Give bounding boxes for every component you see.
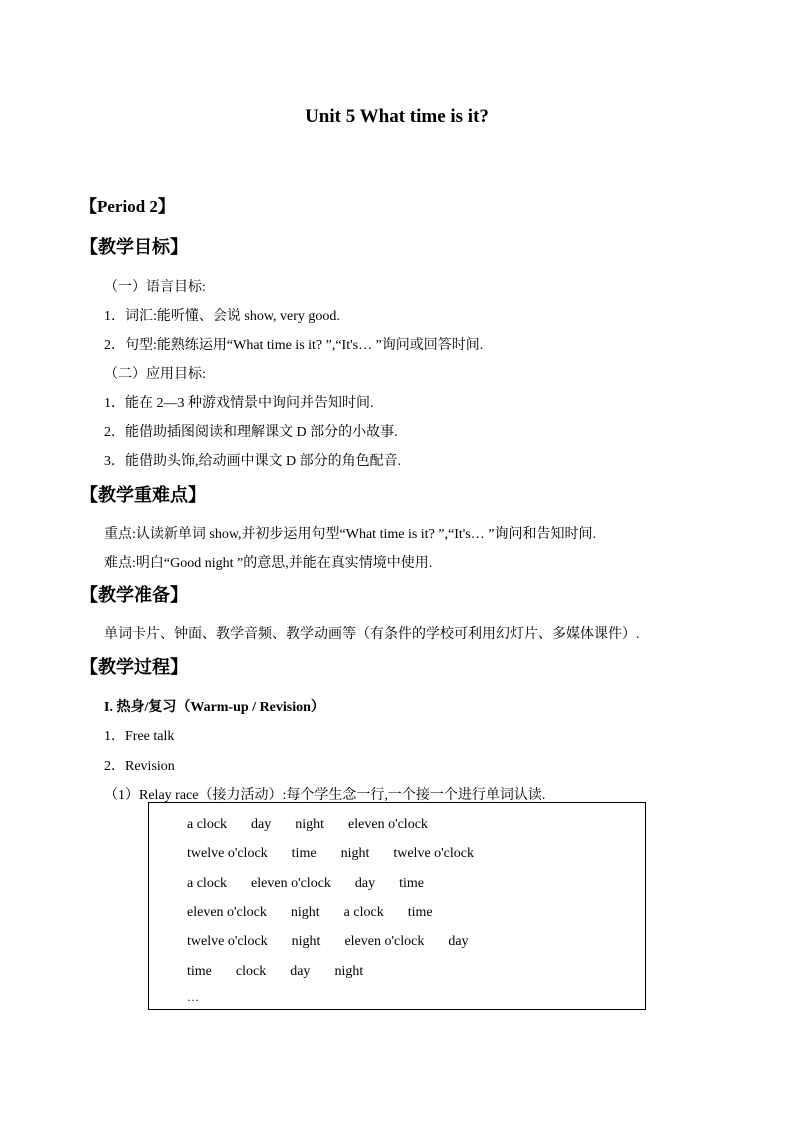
word: eleven o'clock bbox=[344, 934, 425, 949]
word: a clock bbox=[187, 817, 228, 832]
word: a clock bbox=[343, 905, 384, 920]
process-sub-1: （1）Relay race（接力活动）:每个学生念一行,一个接一个进行单词认读. bbox=[104, 788, 546, 803]
word: time bbox=[291, 846, 317, 861]
section-heading-process: 【教学过程】 bbox=[80, 657, 188, 677]
word: clock bbox=[235, 964, 267, 979]
page-title: Unit 5 What time is it? bbox=[305, 106, 489, 127]
word: night bbox=[295, 817, 325, 832]
word: eleven o'clock bbox=[187, 905, 267, 920]
objective-app-2: 2．能借助插图阅读和理解课文 D 部分的小故事. bbox=[104, 425, 398, 440]
key-point: 重点:认读新单词 show,并初步运用句型“What time is it? ”,“It's… ”询问和告知时间. bbox=[104, 527, 596, 542]
word-box bbox=[148, 802, 646, 1010]
word: day bbox=[251, 817, 272, 832]
word: time bbox=[407, 905, 433, 920]
word: eleven o'clock bbox=[348, 817, 428, 832]
process-step-1: I. 热身/复习（Warm-up / Revision） bbox=[104, 700, 325, 715]
word: a clock bbox=[187, 876, 228, 891]
word: time bbox=[187, 964, 212, 979]
word-row-1 bbox=[187, 817, 452, 833]
word-row-4 bbox=[187, 905, 457, 921]
word: time bbox=[399, 876, 425, 891]
word: night bbox=[334, 964, 364, 979]
objective-lang-1: 1．词汇:能听懂、会说 show, very good. bbox=[104, 309, 340, 324]
period-label: 【Period 2】 bbox=[80, 197, 175, 216]
section-heading-preparation: 【教学准备】 bbox=[80, 585, 188, 605]
word: night bbox=[340, 846, 370, 861]
word: night bbox=[291, 934, 321, 949]
objective-app-3: 3．能借助头饰,给动画中课文 D 部分的角色配音. bbox=[104, 454, 402, 469]
word: twelve o'clock bbox=[187, 846, 268, 861]
word: day bbox=[290, 964, 311, 979]
objective-app-1: 1．能在 2—3 种游戏情景中询问并告知时间. bbox=[104, 396, 374, 411]
word-box-ellipsis: … bbox=[187, 990, 199, 1004]
process-item-1: 1．Free talk bbox=[104, 729, 175, 744]
difficult-point: 难点:明白“Good night ”的意思,并能在真实情境中使用. bbox=[104, 556, 433, 571]
objective-lang-heading: （一）语言目标: bbox=[104, 280, 206, 295]
word-row-6 bbox=[187, 964, 387, 980]
word: twelve o'clock bbox=[393, 846, 475, 861]
section-heading-key-points: 【教学重难点】 bbox=[80, 485, 206, 505]
word: eleven o'clock bbox=[251, 876, 331, 891]
word-row-3 bbox=[187, 876, 448, 892]
word: twelve o'clock bbox=[187, 934, 268, 949]
word: day bbox=[354, 876, 376, 891]
process-item-2: 2．Revision bbox=[104, 759, 175, 774]
preparation-text: 单词卡片、钟面、教学音频、教学动画等（有条件的学校可利用幻灯片、多媒体课件）. bbox=[104, 627, 640, 642]
word: day bbox=[448, 934, 469, 949]
word-row-2 bbox=[187, 846, 498, 862]
objective-app-heading: （二）应用目标: bbox=[104, 367, 206, 382]
word-row-5 bbox=[187, 934, 493, 950]
objective-lang-2: 2．句型:能熟练运用“What time is it? ”,“It's… ”询问或回答时间. bbox=[104, 338, 484, 353]
section-heading-objectives: 【教学目标】 bbox=[80, 237, 188, 257]
word: night bbox=[290, 905, 320, 920]
